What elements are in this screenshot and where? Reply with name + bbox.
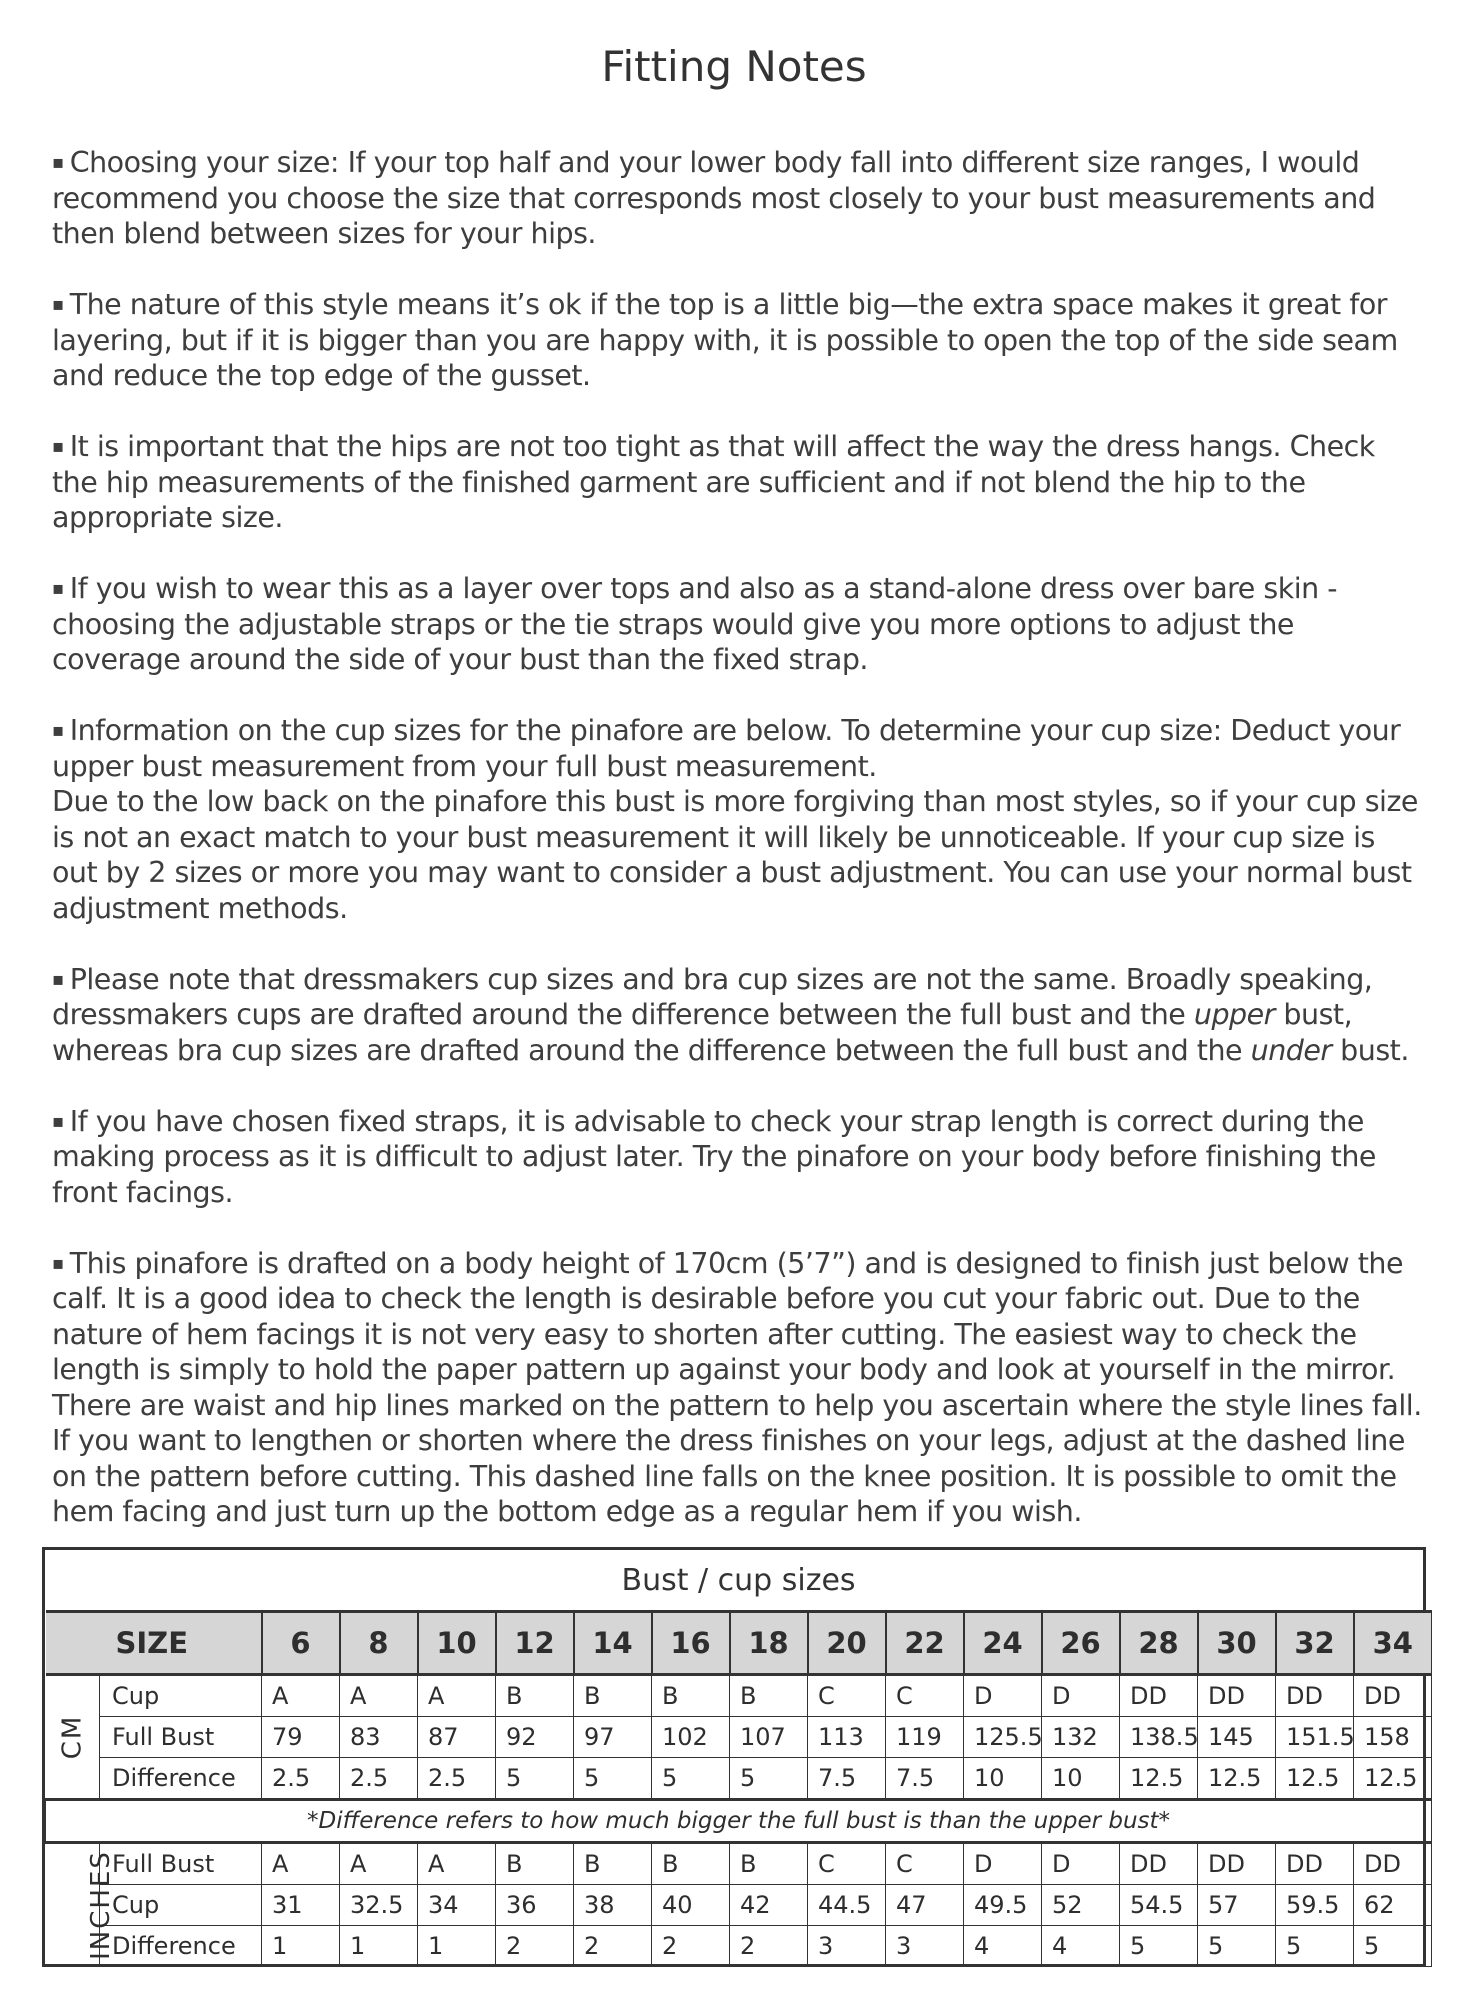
table-cell: A — [262, 1843, 340, 1885]
table-cell: 36 — [496, 1885, 574, 1926]
table-cell: 2.5 — [418, 1758, 496, 1800]
table-row — [46, 1885, 1432, 1926]
table-cell: D — [1042, 1675, 1120, 1717]
size-header-cell: 16 — [652, 1612, 730, 1675]
table-cell: 3 — [808, 1926, 886, 1967]
table-cell: 5 — [496, 1758, 574, 1800]
table-cell: A — [340, 1843, 418, 1885]
size-header-cell: 18 — [730, 1612, 808, 1675]
table-cell: A — [418, 1843, 496, 1885]
table-cell: 7.5 — [808, 1758, 886, 1800]
note-paragraph: ▪ This pinafore is drafted on a body height of 170cm (5’7”) and is designed to finish just below the calf. It is a good idea to check the length is desirable before you cut your fabric out. Due to the nature of hem facings it is not very easy to shorten after cutting. The easiest way to check the length is simply to hold the paper pattern up against your body and look at yourself in the mirror. There are waist and hip lines marked on the pattern to help you ascertain where the style lines fall. If you want to lengthen or shorten where the dress finishes on your legs, adjust at the dashed line on the pattern before cutting. This dashed line falls on the knee position. It is possible to omit the hem facing and just turn up the bottom edge as a regular hem if you wish. — [52, 1246, 1422, 1528]
table-cell: 12.5 — [1198, 1758, 1276, 1800]
table-cell: 3 — [886, 1926, 964, 1967]
note-paragraph: ▪ It is important that the hips are not too tight as that will affect the way the dress hangs. Check the hip measurements of the finished garment are sufficient and if not blend the hip to the appropriate size. — [52, 430, 1375, 534]
table-cell: 125.5 — [964, 1717, 1042, 1758]
table-cell: 1 — [418, 1926, 496, 1967]
note-paragraph: ▪ If you wish to wear this as a layer over tops and also as a stand-alone dress over bare skin - choosing the adjustable straps or the tie straps would give you more options to adjust the coverage around the side of your bust than the fixed strap. — [52, 572, 1338, 676]
table-cell: 102 — [652, 1717, 730, 1758]
table-cell: B — [730, 1675, 808, 1717]
table-cell: B — [496, 1675, 574, 1717]
size-header-cell: 34 — [1354, 1612, 1432, 1675]
table-cell: 97 — [574, 1717, 652, 1758]
table-cell: 92 — [496, 1717, 574, 1758]
table-cell: 62 — [1354, 1885, 1432, 1926]
table-cell: DD — [1276, 1843, 1354, 1885]
table-note-row — [46, 1800, 1432, 1843]
table-cell: 7.5 — [886, 1758, 964, 1800]
size-header-cell: 8 — [340, 1612, 418, 1675]
table-cell: C — [886, 1843, 964, 1885]
table-cell: 2 — [652, 1926, 730, 1967]
row-label: Full Bust — [100, 1717, 262, 1758]
table-cell: DD — [1354, 1675, 1432, 1717]
page-title: Fitting Notes — [601, 42, 867, 91]
table-cell: C — [886, 1675, 964, 1717]
table-cell: 5 — [652, 1758, 730, 1800]
table-cell: 52 — [1042, 1885, 1120, 1926]
table-row — [46, 1926, 1432, 1967]
bullet-icon: ▪ — [52, 968, 64, 990]
table-cell: D — [1042, 1843, 1120, 1885]
table-row — [46, 1843, 1432, 1885]
table-cell: B — [574, 1675, 652, 1717]
table-cell: 119 — [886, 1717, 964, 1758]
row-label: Difference — [100, 1758, 262, 1800]
table-cell: B — [730, 1843, 808, 1885]
table-cell: 40 — [652, 1885, 730, 1926]
table-cell: 1 — [340, 1926, 418, 1967]
size-header-cell: 12 — [496, 1612, 574, 1675]
table-cell: 83 — [340, 1717, 418, 1758]
row-label: Cup — [100, 1675, 262, 1717]
table-cell: 54.5 — [1120, 1885, 1198, 1926]
size-header-cell: 22 — [886, 1612, 964, 1675]
table-cell: 2 — [574, 1926, 652, 1967]
table-cell: D — [964, 1843, 1042, 1885]
table-cell: DD — [1120, 1675, 1198, 1717]
table-cell: 113 — [808, 1717, 886, 1758]
table-cell: 12.5 — [1276, 1758, 1354, 1800]
table-cell: C — [808, 1843, 886, 1885]
table-cell: 5 — [1198, 1926, 1276, 1967]
table-cell: 32.5 — [340, 1885, 418, 1926]
bullet-icon: ▪ — [52, 1110, 64, 1132]
table-cell: 138.5 — [1120, 1717, 1198, 1758]
size-header-cell: 32 — [1276, 1612, 1354, 1675]
size-header-cell: 10 — [418, 1612, 496, 1675]
table-cell: A — [340, 1675, 418, 1717]
bust-cup-table — [42, 1547, 1426, 1967]
note-paragraph: ▪ If you have chosen fixed straps, it is advisable to check your strap length is correct during the making process as it is difficult to adjust later. Try the pinafore on your body before finishing the front facings. — [52, 1104, 1376, 1209]
note-paragraph: ▪ Information on the cup sizes for the pinafore are below. To determine your cup size: Deduct your upper bust measurement from your full bust measurement. Due to the low back on the pinafore this bust is more forgiving than most styles, so if your cup size is not an exact match to your bust measurement it will likely be unnoticeable. If your cup size is out by 2 sizes or more you may want to consider a bust adjustment. You can use your normal bust adjustment methods. — [52, 714, 1418, 925]
table-cell: A — [418, 1675, 496, 1717]
table-row — [46, 1758, 1432, 1800]
table-cell: 132 — [1042, 1717, 1120, 1758]
table-cell: 4 — [964, 1926, 1042, 1967]
table-cell: 2 — [730, 1926, 808, 1967]
row-label: Full Bust — [100, 1843, 262, 1885]
table-cell: 2.5 — [340, 1758, 418, 1800]
inches-label: INCHES — [85, 1850, 116, 1960]
cm-section-label — [46, 1675, 100, 1800]
table-cell: 31 — [262, 1885, 340, 1926]
table-cell: DD — [1198, 1843, 1276, 1885]
size-header-cell: 14 — [574, 1612, 652, 1675]
table-cell: 12.5 — [1354, 1758, 1432, 1800]
table-cell: B — [652, 1675, 730, 1717]
bullet-icon: ▪ — [52, 578, 64, 599]
table-cell: 44.5 — [808, 1885, 886, 1926]
table-cell: 10 — [1042, 1758, 1120, 1800]
table-cell: B — [574, 1843, 652, 1885]
table-cell: DD — [1276, 1675, 1354, 1717]
table-cell: 5 — [1120, 1926, 1198, 1967]
table-cell: 79 — [262, 1717, 340, 1758]
table-cell: 12.5 — [1120, 1758, 1198, 1800]
row-label: Difference — [100, 1926, 262, 1967]
bullet-icon: ▪ — [52, 720, 64, 741]
size-header-cell: 20 — [808, 1612, 886, 1675]
table-cell: 5 — [1354, 1926, 1432, 1967]
size-header-cell: 26 — [1042, 1612, 1120, 1675]
note-paragraph: ▪ Please note that dressmakers cup sizes and bra cup sizes are not the same. Broadly speaking, dressmakers cups are drafted around the difference between the full bust and the upper bust, whereas bra cup sizes are drafted around the difference between the full bust and the under bust. — [52, 962, 1409, 1067]
table-note: *Difference refers to how much bigger the full bust is than the upper bust* — [46, 1800, 1432, 1843]
size-header-cell: 24 — [964, 1612, 1042, 1675]
table-cell: 151.5 — [1276, 1717, 1354, 1758]
size-header-cell: 30 — [1198, 1612, 1276, 1675]
size-header: SIZE — [46, 1612, 262, 1675]
table-cell: 49.5 — [964, 1885, 1042, 1926]
table-cell: C — [808, 1675, 886, 1717]
table-cell: 107 — [730, 1717, 808, 1758]
table-cell: B — [496, 1843, 574, 1885]
table-cell: 2.5 — [262, 1758, 340, 1800]
table-caption-row — [46, 1550, 1432, 1612]
table-header-row — [46, 1612, 1432, 1675]
table-cell: 47 — [886, 1885, 964, 1926]
table-cell: 1 — [262, 1926, 340, 1967]
table-cell: 145 — [1198, 1717, 1276, 1758]
table-cell: 57 — [1198, 1885, 1276, 1926]
table-row — [46, 1675, 1432, 1717]
note-paragraph: ▪ The nature of this style means it’s ok if the top is a little big—the extra space makes it great for layering, but if it is bigger than you are happy with, it is possible to open the top of the side seam and reduce the top edge of the gusset. — [52, 288, 1398, 392]
table-cell: 34 — [418, 1885, 496, 1926]
table-cell: DD — [1120, 1843, 1198, 1885]
bullet-icon: ▪ — [52, 436, 64, 457]
size-header-cell: 6 — [262, 1612, 340, 1675]
table-cell: D — [964, 1675, 1042, 1717]
table-cell: DD — [1354, 1843, 1432, 1885]
size-table — [45, 1550, 1432, 1967]
inches-section-label — [46, 1843, 116, 1967]
size-header-cell: 28 — [1120, 1612, 1198, 1675]
table-cell: A — [262, 1675, 340, 1717]
row-label: Cup — [100, 1885, 262, 1926]
table-cell: 2 — [496, 1926, 574, 1967]
table-cell: DD — [1198, 1675, 1276, 1717]
bullet-icon: ▪ — [52, 294, 64, 315]
bullet-icon: ▪ — [52, 152, 64, 173]
table-cell: 5 — [574, 1758, 652, 1800]
table-cell: 10 — [964, 1758, 1042, 1800]
fitting-notes — [52, 145, 1422, 1565]
bullet-icon: ▪ — [52, 1252, 64, 1274]
table-cell: 5 — [730, 1758, 808, 1800]
table-cell: 59.5 — [1276, 1885, 1354, 1926]
table-cell: 38 — [574, 1885, 652, 1926]
table-cell: 87 — [418, 1717, 496, 1758]
table-cell: 5 — [1276, 1926, 1354, 1967]
table-cell: 4 — [1042, 1926, 1120, 1967]
table-cell: B — [652, 1843, 730, 1885]
table-caption: Bust / cup sizes — [46, 1550, 1432, 1612]
note-paragraph: ▪ Choosing your size: If your top half and your lower body fall into different size ranges, I would recommend you choose the size that corresponds most closely to your bust measurements and then blend between sizes for your hips. — [52, 146, 1376, 250]
cm-label: CM — [57, 1714, 88, 1760]
table-cell: 158 — [1354, 1717, 1432, 1758]
table-cell: 42 — [730, 1885, 808, 1926]
table-row — [46, 1717, 1432, 1758]
